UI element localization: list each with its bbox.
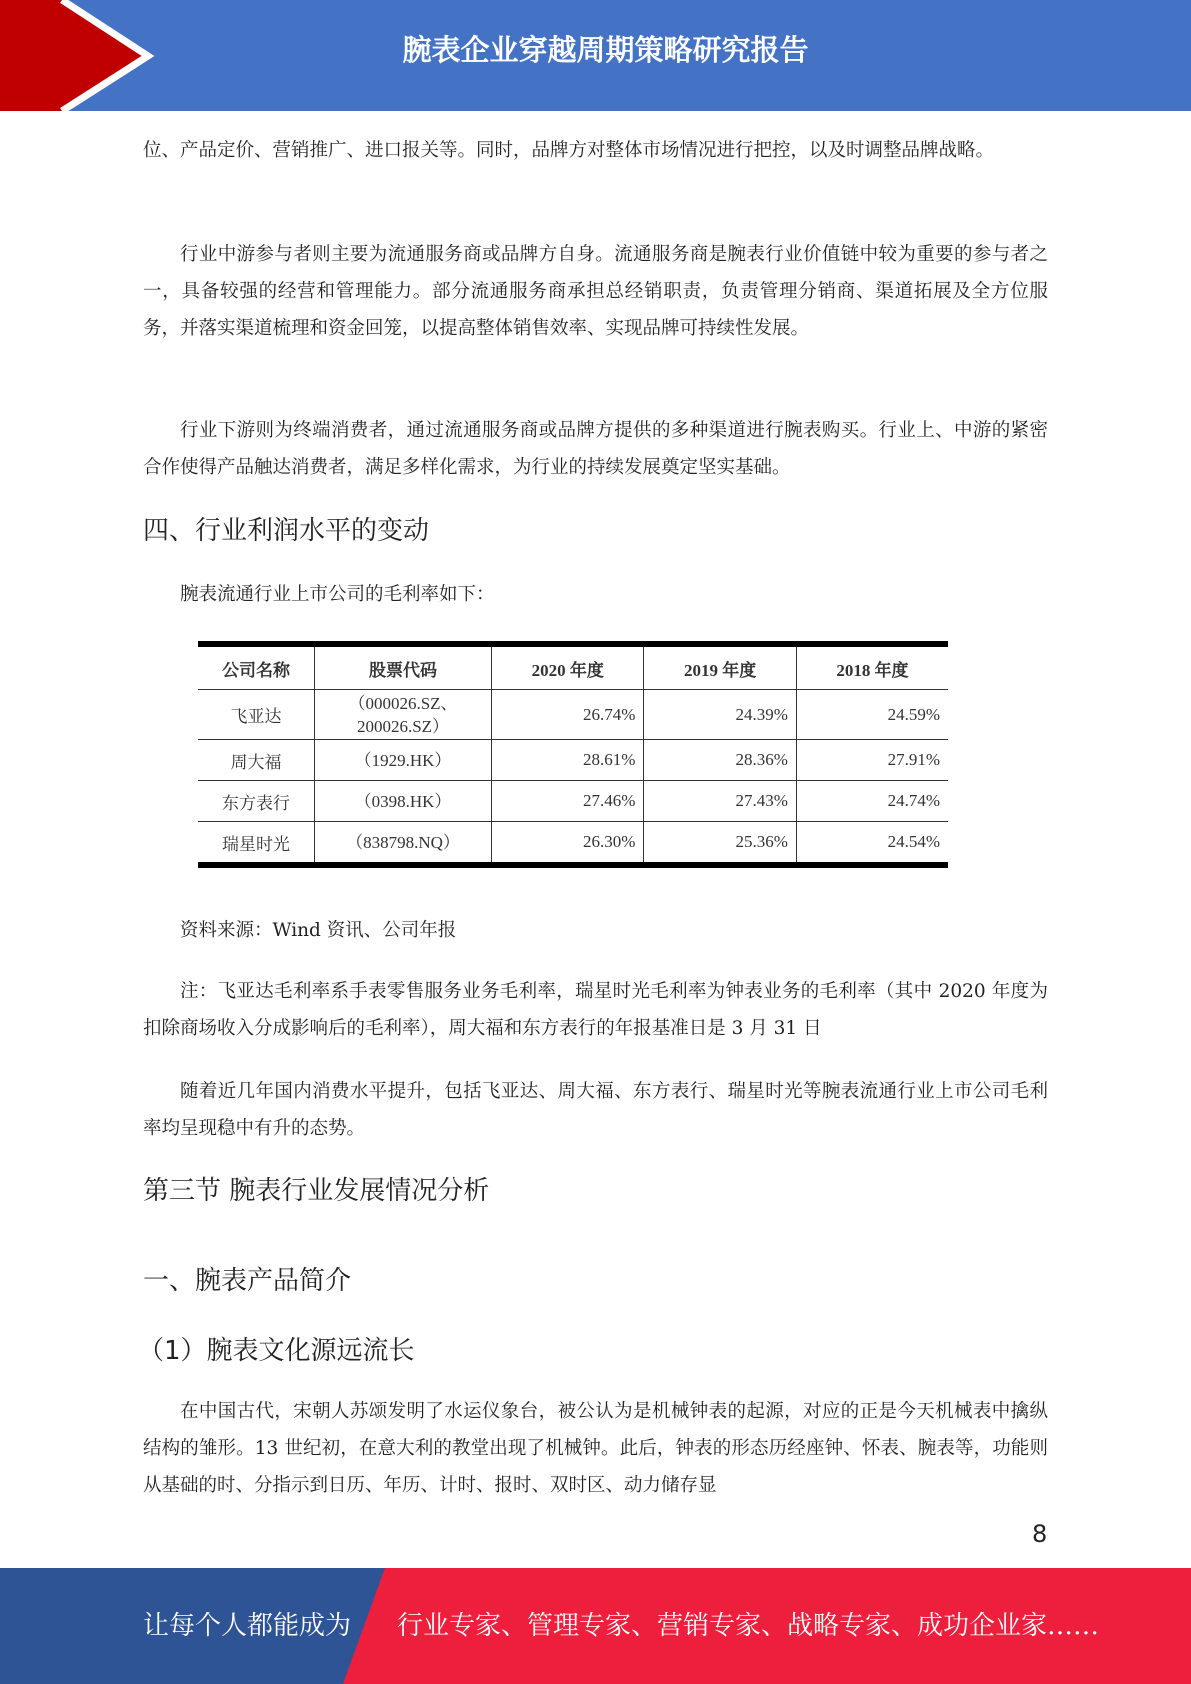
company-name-cell: 东方表行 [198,781,315,822]
margin-2020-cell: 28.61% [492,740,644,781]
table-header-row [198,644,948,690]
margin-2018-cell: 24.74% [796,781,948,822]
footer-slogan-right: 行业专家、管理专家、营销专家、战略专家、成功企业家…… [397,1611,1100,1641]
margin-2020-cell: 26.30% [492,822,644,866]
margin-2018-cell: 24.54% [796,822,948,866]
table-row [198,822,948,866]
column-header: 2019 年度 [644,644,796,690]
report-title: 腕表企业穿越周期策略研究报告 [402,33,809,67]
margin-2019-cell: 25.36% [644,822,796,866]
margin-2018-cell: 24.59% [796,690,948,740]
margin-2019-cell: 28.36% [644,740,796,781]
paragraph: 随着近几年国内消费水平提升，包括飞亚达、周大福、东方表行、瑞星时光等腕表流通行业上市公司毛利率均呈现稳中有升的态势。 [143,1081,1048,1139]
table-row [198,740,948,781]
stock-code-cell: （0398.HK） [315,781,492,822]
margin-2018-cell: 27.91% [796,740,948,781]
paragraph: 行业中游参与者则主要为流通服务商或品牌方自身。流通服务商是腕表行业价值链中较为重要的参与者之一，具备较强的经营和管理能力。部分流通服务商承担总经销职责，负责管理分销商、渠道拓展及全方位服务，并落实渠道梳理和资金回笼，以提高整体销售效率、实现品牌可持续性发展。 [143,244,1048,339]
paragraph: 在中国古代，宋朝人苏颂发明了水运仪象台，被公认为是机械钟表的起源，对应的正是今天机械表中擒纵结构的雏形。13 世纪初，在意大利的教堂出现了机械钟。此后，钟表的形态历经座钟、怀表、腕表等，功能则从基础的时、分指示到日历、年历、计时、报时、双时区、动力储存显 [143,1401,1048,1496]
gross-margin-table [198,641,948,868]
margin-2019-cell: 27.43% [644,781,796,822]
stock-code-cell: （838798.NQ） [315,822,492,866]
page-header [0,0,1191,111]
footer-slogan-left: 让每个人都能成为 [143,1611,352,1641]
paragraph: 腕表流通行业上市公司的毛利率如下： [180,584,495,605]
page-footer [0,1568,1191,1684]
company-name-cell: 瑞星时光 [198,822,315,866]
stock-code-cell: （1929.HK） [315,740,492,781]
column-header: 2018 年度 [796,644,948,690]
chapter-heading: 第三节 腕表行业发展情况分析 [143,1176,490,1206]
margin-2020-cell: 27.46% [492,781,644,822]
source-note: 资料来源：Wind 资讯、公司年报 [180,920,457,941]
section-heading: 一、腕表产品简介 [143,1266,352,1296]
column-header: 2020 年度 [492,644,644,690]
page-number: 8 [1032,1520,1048,1548]
paragraph: 位、产品定价、营销推广、进口报关等。同时，品牌方对整体市场情况进行把控，以及时调整品牌战略。 [143,140,995,161]
column-header: 公司名称 [198,644,315,690]
paragraph: 行业下游则为终端消费者，通过流通服务商或品牌方提供的多种渠道进行腕表购买。行业上、中游的紧密合作使得产品触达消费者，满足多样化需求，为行业的持续发展奠定坚实基础。 [143,420,1048,478]
column-header: 股票代码 [315,644,492,690]
company-name-cell: 飞亚达 [198,690,315,740]
table-row [198,781,948,822]
company-name-cell: 周大福 [198,740,315,781]
subsection-heading: （1）腕表文化源远流长 [138,1336,415,1366]
margin-2019-cell: 24.39% [644,690,796,740]
table-row [198,690,948,740]
section-heading: 四、行业利润水平的变动 [143,516,430,546]
stock-code-cell: （000026.SZ、200026.SZ） [315,690,492,740]
margin-2020-cell: 26.74% [492,690,644,740]
footnote: 注：飞亚达毛利率系手表零售服务业务毛利率，瑞星时光毛利率为钟表业务的毛利率（其中 2020 年度为扣除商场收入分成影响后的毛利率），周大福和东方表行的年报基准日是 3 月 31 日 [143,981,1048,1039]
